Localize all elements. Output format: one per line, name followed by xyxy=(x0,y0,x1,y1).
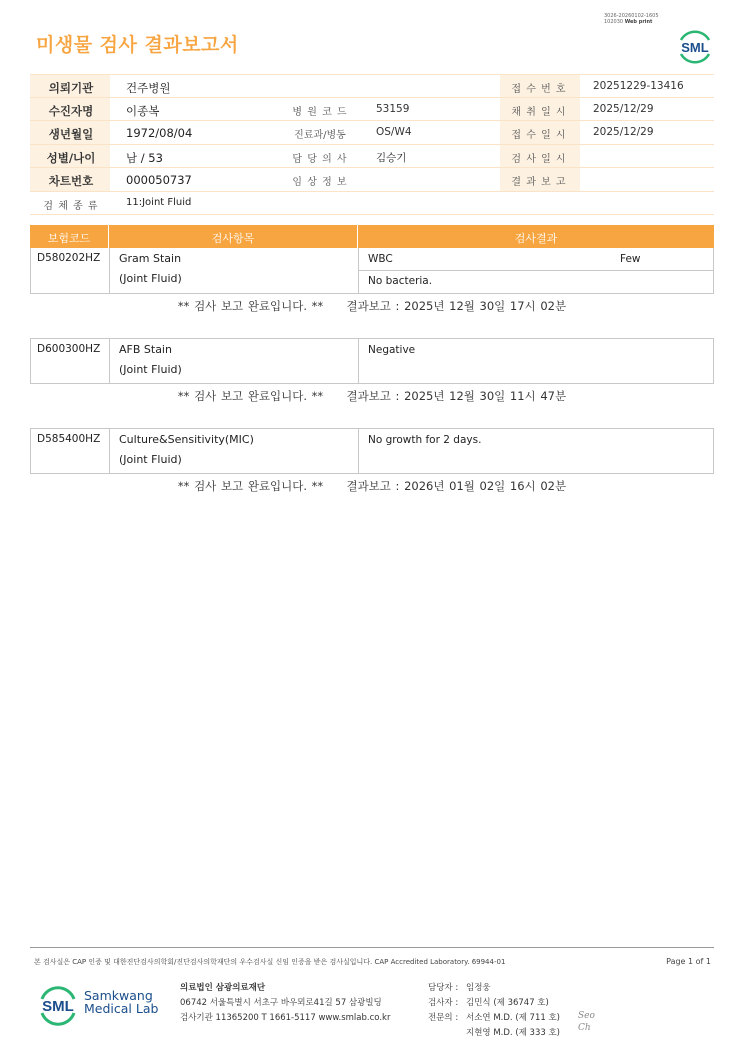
web-print-tag: Web print xyxy=(624,19,653,25)
brand-line2: Medical Lab xyxy=(84,1001,159,1016)
staff-list xyxy=(428,981,560,1041)
header-result: 검사결과 xyxy=(514,232,558,245)
test-specimen: (Joint Fluid) xyxy=(119,363,182,376)
sml-logo-icon xyxy=(675,24,715,64)
label-specimen: 검 체 종 류 xyxy=(43,200,99,212)
patient-info-table xyxy=(30,74,714,215)
label-receipt-no: 접 수 번 호 xyxy=(511,84,567,95)
label-patient-name: 수진자명 xyxy=(48,103,94,118)
org-name: 의료법인 삼광의료재단 xyxy=(180,983,266,993)
label-hospital-code: 병 원 코 드 xyxy=(292,106,348,118)
report-timestamp: 결과보고 : 2025년 12월 30일 11시 47분 xyxy=(346,389,567,403)
sml-logo-text: SML xyxy=(42,998,74,1015)
test-specimen: (Joint Fluid) xyxy=(119,453,182,466)
test-complete-line xyxy=(0,478,744,494)
value-collection-date: 2025/12/29 xyxy=(593,102,654,115)
header-code: 보험코드 xyxy=(47,232,91,245)
label-receipt-date: 접 수 일 시 xyxy=(511,130,567,141)
label-birthdate: 생년월일 xyxy=(48,127,94,141)
info-row-birth xyxy=(30,121,714,145)
samkwang-logo-icon xyxy=(36,982,80,1026)
signature xyxy=(578,1010,595,1034)
staff-role: 검사자 : xyxy=(428,998,459,1008)
info-row-patient xyxy=(30,98,714,122)
test-complete-text: ** 검사 보고 완료입니다. ** xyxy=(177,389,324,403)
signature-line1: Seo xyxy=(578,1011,595,1021)
results-header xyxy=(30,225,714,248)
organization-info xyxy=(180,981,390,1026)
test-specimen: (Joint Fluid) xyxy=(119,272,182,285)
value-chart-no: 000050737 xyxy=(126,173,192,187)
label-collection-date: 채 취 일 시 xyxy=(511,106,567,118)
value-receipt-no: 20251229-13416 xyxy=(593,80,684,92)
value-sex-age: 남 / 53 xyxy=(126,150,163,165)
test-code: D600300HZ xyxy=(37,343,101,355)
test-result-label: WBC xyxy=(368,253,393,265)
test-result-label: Negative xyxy=(368,344,416,356)
test-result-note: No bacteria. xyxy=(368,275,433,287)
test-item: Culture&Sensitivity(MIC) xyxy=(119,433,254,446)
staff-role: 전문의 : xyxy=(428,1013,459,1023)
org-contact: 검사기관 11365200 T 1661-5117 www.smlab.co.kr xyxy=(180,1013,391,1023)
org-address: 06742 서울특별시 서초구 바우뫼로41길 57 삼광빌딩 xyxy=(180,998,382,1008)
label-sex-age: 성별/나이 xyxy=(46,150,96,165)
test-result-value: Few xyxy=(620,253,641,265)
label-department: 진료과/병동 xyxy=(294,130,346,141)
brand-name xyxy=(84,989,158,1015)
test-item: Gram Stain xyxy=(119,252,182,265)
label-chart-no: 차트번호 xyxy=(48,174,94,188)
document-id xyxy=(604,13,659,25)
value-requester: 건주병원 xyxy=(126,81,171,95)
document-id-line1: 3026-20260102-1605 xyxy=(604,13,659,19)
value-birthdate: 1972/08/04 xyxy=(126,126,193,140)
label-test-date: 검 사 일 시 xyxy=(511,153,567,165)
signature-line2: Ch xyxy=(578,1023,591,1033)
label-doctor: 담 당 의 사 xyxy=(292,153,348,165)
report-timestamp: 결과보고 : 2025년 12월 30일 17시 02분 xyxy=(346,299,567,313)
test-code: D580202HZ xyxy=(37,252,101,264)
info-row-requester xyxy=(30,74,714,98)
header-item: 검사항목 xyxy=(211,232,255,245)
test-item: AFB Stain xyxy=(119,343,172,356)
page-title: 미생물 검사 결과보고서 xyxy=(36,34,239,56)
staff-name: 임정웅 xyxy=(466,983,491,993)
value-receipt-date: 2025/12/29 xyxy=(593,126,654,138)
value-department: OS/W4 xyxy=(376,126,412,138)
sml-logo-text: SML xyxy=(681,40,709,55)
info-row-sex-age xyxy=(30,145,714,169)
accreditation-note: 본 검사실은 CAP 인증 및 대한진단검사의학회/진단검사의학재단의 우수검사실 신임 인증을 받은 검사실입니다. CAP Accredited Laboratory. 69944-01 xyxy=(34,958,506,966)
test-row-afb-stain xyxy=(30,338,714,384)
staff-name: 김민식 (제 36747 호) xyxy=(466,998,549,1008)
staff-role: 담당자 : xyxy=(428,983,459,993)
value-patient-name: 이종복 xyxy=(126,103,160,118)
label-result-report: 결 과 보 고 xyxy=(511,177,567,188)
info-row-chart xyxy=(30,168,714,192)
test-result-label: No growth for 2 days. xyxy=(368,434,482,446)
info-row-specimen xyxy=(30,192,714,216)
test-row-culture xyxy=(30,428,714,474)
value-doctor: 김승기 xyxy=(376,151,407,164)
footer-divider xyxy=(30,947,714,948)
test-complete-text: ** 검사 보고 완료입니다. ** xyxy=(177,299,324,313)
test-complete-line xyxy=(0,388,744,404)
staff-name: 지현영 M.D. (제 333 호) xyxy=(466,1028,561,1038)
value-hospital-code: 53159 xyxy=(376,102,410,115)
value-specimen: 11:Joint Fluid xyxy=(126,196,192,208)
brand-line1: Samkwang xyxy=(84,988,153,1003)
test-code: D585400HZ xyxy=(37,433,101,445)
staff-name: 서소연 M.D. (제 711 호) xyxy=(466,1013,561,1023)
label-clinical-info: 임 상 정 보 xyxy=(292,177,348,188)
report-timestamp: 결과보고 : 2026년 01월 02일 16시 02분 xyxy=(346,479,567,493)
test-complete-text: ** 검사 보고 완료입니다. ** xyxy=(177,479,324,493)
label-requester: 의뢰기관 xyxy=(48,81,94,95)
page-number: Page 1 of 1 xyxy=(666,957,711,966)
test-complete-line xyxy=(0,298,744,314)
document-id-line2: 102030 xyxy=(604,19,624,25)
test-row-gram-stain xyxy=(30,248,714,294)
